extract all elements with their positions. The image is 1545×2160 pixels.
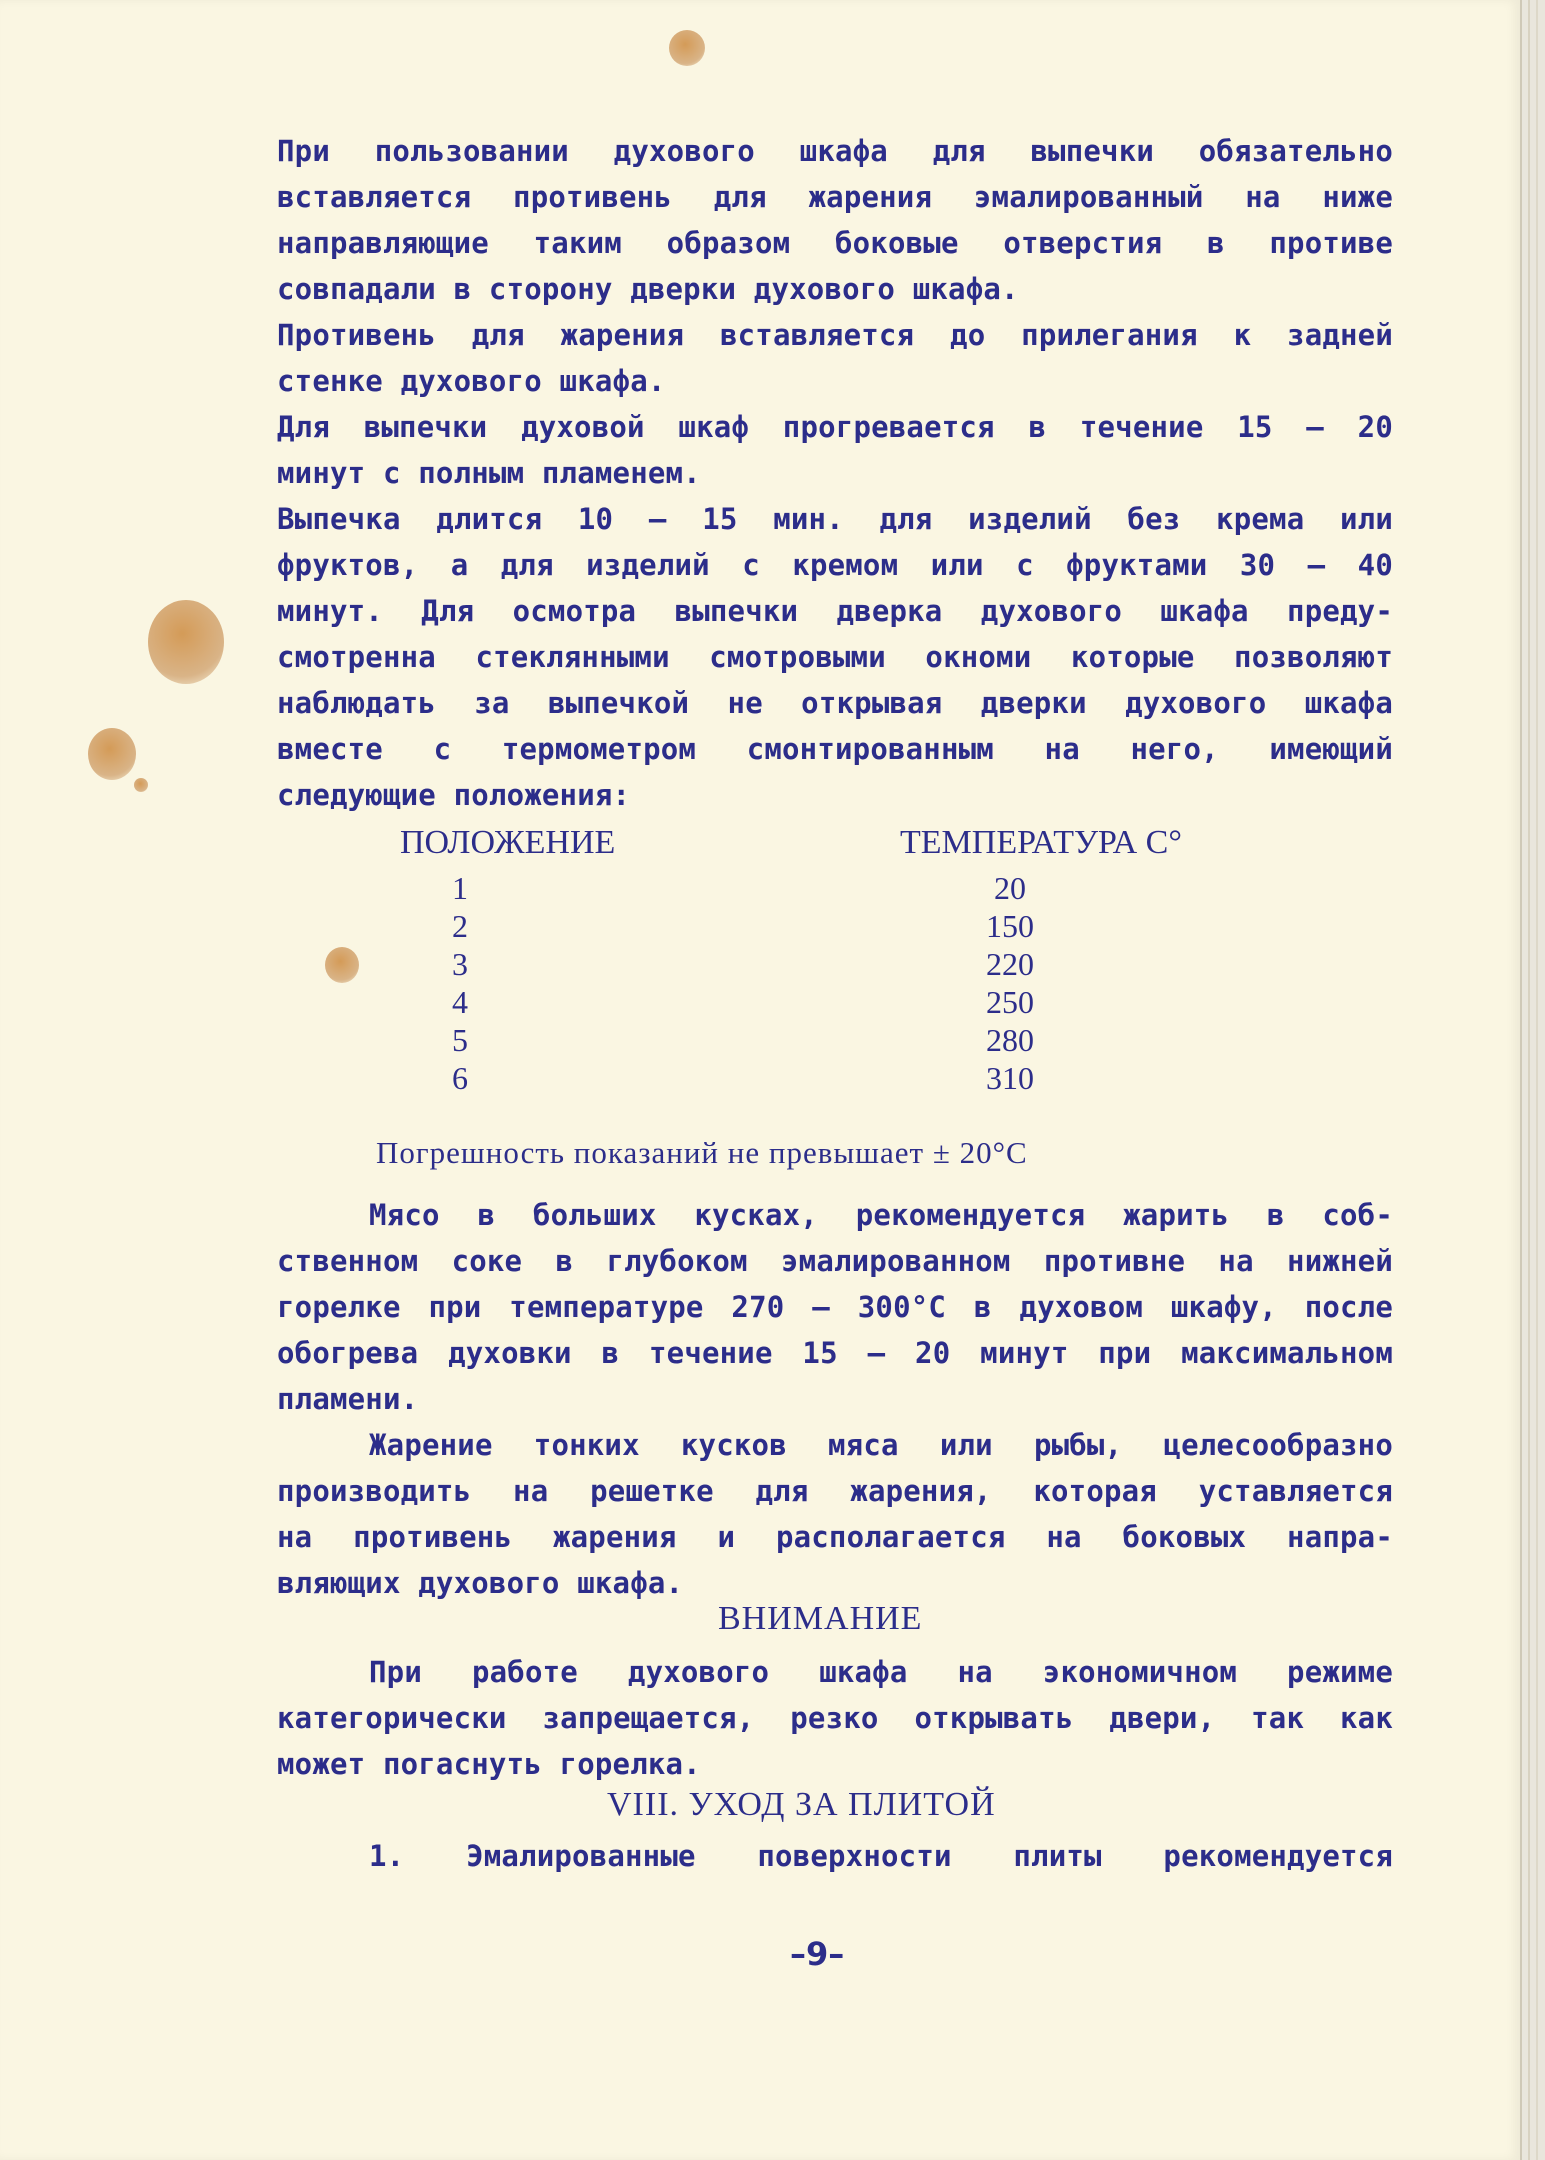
position-cell: 4 [452, 984, 468, 1020]
paragraph [277, 128, 1393, 312]
paragraph [277, 1192, 1393, 1422]
page-number: –9– [790, 1935, 845, 1973]
table-row [400, 907, 1280, 945]
temperature-cell: 310 [986, 1060, 1034, 1096]
position-cell: 1 [452, 870, 468, 906]
position-cell: 5 [452, 1022, 468, 1058]
stain-left-small [134, 778, 148, 792]
paragraph [277, 1833, 1393, 1879]
paragraph [277, 1649, 1393, 1787]
stain-left-lower [325, 947, 359, 983]
paragraph [277, 496, 1393, 818]
warning-text [277, 1649, 1393, 1787]
table-header [400, 817, 1280, 869]
stain-left-large [148, 600, 224, 684]
position-cell: 6 [452, 1060, 468, 1096]
text-line: 1. Эмалированные поверхности плиты рекомендуется [369, 1839, 1393, 1873]
table-row [400, 983, 1280, 1021]
table-row [400, 1021, 1280, 1059]
text-line: вляющих духового шкафа. [277, 1566, 684, 1600]
text-line: Для выпечки духовой шкаф прогревается в течение 15 — 20 [277, 410, 1393, 444]
temperature-cell: 220 [986, 946, 1034, 982]
table-row [400, 869, 1280, 907]
temperature-cell: 250 [986, 984, 1034, 1020]
paragraph [277, 1422, 1393, 1606]
table-row [400, 1059, 1280, 1097]
care-text [277, 1833, 1393, 1879]
temperature-column-header: ТЕМПЕРАТУРА С° [900, 824, 1182, 861]
paragraph [277, 312, 1393, 404]
text-line: При работе духового шкафа на экономичном режиме [369, 1655, 1393, 1689]
text-line: может погаснуть горелка. [277, 1747, 701, 1781]
text-line: производить на решетке для жарения, которая уставляется [277, 1474, 1393, 1508]
meat-text [277, 1192, 1393, 1606]
text-line: Мясо в больших кусках, рекомендуется жарить в соб- [369, 1198, 1393, 1232]
text-line: фруктов, а для изделий с кремом или с фруктами 30 — 40 [277, 548, 1393, 582]
text-line: категорически запрещается, резко открывать двери, так как [277, 1701, 1393, 1735]
text-line: Противень для жарения вставляется до прилегания к задней [277, 318, 1393, 352]
text-line: минут. Для осмотра выпечки дверка духового шкафа преду- [277, 594, 1393, 628]
text-line: пламени. [277, 1382, 419, 1416]
text-line: совпадали в сторону дверки духового шкафа. [277, 272, 1019, 306]
thermometer-positions-table [400, 817, 1280, 1097]
text-line: вместе с термометром смонтированным на него, имеющий [277, 732, 1393, 766]
paragraph [277, 404, 1393, 496]
text-line: минут с полным пламенем. [277, 456, 701, 490]
text-line: на противень жарения и располагается на боковых напра- [277, 1520, 1393, 1554]
temperature-cell: 150 [986, 908, 1034, 944]
text-line: горелке при температуре 270 — 300°С в духовом шкафу, после [277, 1290, 1393, 1324]
stain-left-medium [88, 728, 136, 780]
page-edge [1520, 0, 1522, 2160]
position-cell: 2 [452, 908, 468, 944]
text-line: стенке духового шкафа. [277, 364, 666, 398]
text-line: Выпечка длится 10 — 15 мин. для изделий без крема или [277, 502, 1393, 536]
text-line: следующие положения: [277, 778, 631, 812]
text-line: смотренна стеклянными смотровыми окноми которые позволяют [277, 640, 1393, 674]
text-line: Жарение тонких кусков мяса или рыбы, целесообразно [369, 1428, 1393, 1462]
table-row [400, 945, 1280, 983]
page-edge [1528, 0, 1530, 2160]
text-line: При пользовании духового шкафа для выпечки обязательно [277, 134, 1393, 168]
text-line: обогрева духовки в течение 15 — 20 минут при максимальном [277, 1336, 1393, 1370]
text-line: направляющие таким образом боковые отверстия в противе [277, 226, 1393, 260]
temperature-cell: 20 [994, 870, 1026, 906]
text-line: ственном соке в глубоком эмалированном противне на нижней [277, 1244, 1393, 1278]
section-heading: VIII. УХОД ЗА ПЛИТОЙ [607, 1786, 996, 1823]
stain-top [669, 30, 705, 66]
main-text [277, 128, 1393, 818]
position-column-header: ПОЛОЖЕНИЕ [400, 824, 616, 861]
text-line: наблюдать за выпечкой не открывая дверки духового шкафа [277, 686, 1393, 720]
text-line: вставляется противень для жарения эмалированный на ниже [277, 180, 1393, 214]
temperature-cell: 280 [986, 1022, 1034, 1058]
position-cell: 3 [452, 946, 468, 982]
warning-heading: ВНИМАНИЕ [718, 1600, 923, 1637]
measurement-error-note: Погрешность показаний не превышает ± 20°С [376, 1135, 1028, 1170]
page-edge [1536, 0, 1538, 2160]
